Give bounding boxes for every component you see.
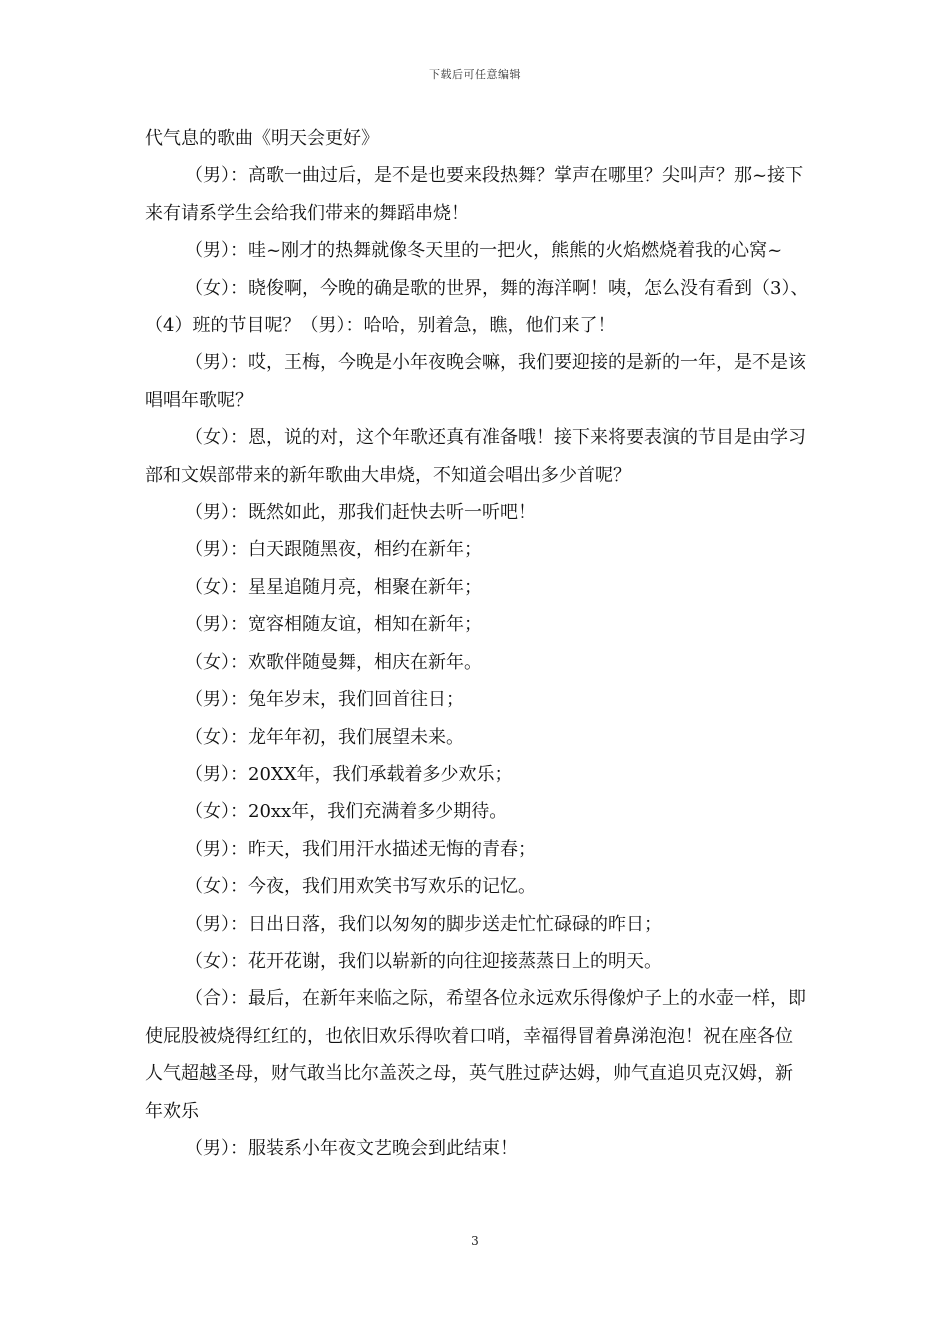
paragraph: （男）：既然如此，那我们赶快去听一听吧！ [185, 502, 536, 524]
paragraph: （男）：宽容相随友谊，相知在新年； [185, 614, 482, 636]
paragraph: （男）：高歌一曲过后，是不是也要来段热舞？掌声在哪里？尖叫声？那~接下来有请系学生会给我们带来的舞蹈串烧！ [145, 165, 804, 224]
paragraph: （男）：日出日落，我们以匆匆的脚步送走忙忙碌碌的昨日； [185, 913, 662, 935]
paragraph: （男）：昨天，我们用汗水描述无悔的青春； [185, 838, 536, 860]
paragraph: （女）：20xx年，我们充满着多少期待。 [185, 801, 508, 823]
page-header: 下载后可任意编辑 [429, 68, 521, 81]
paragraph: （男）：20XX年，我们承载着多少欢乐； [185, 763, 513, 785]
paragraph: （女）：龙年年初，我们展望未来。 [185, 726, 464, 748]
paragraph: （合）：最后，在新年来临之际，希望各位永远欢乐得像炉子上的水壶一样，即使屁股被烧得红红的，也依旧欢乐得吹着口哨，幸福得冒着鼻涕泡泡！祝在座各位人气超越圣母，财气敢当比尔盖茨之母，英气胜过萨达姆，帅气直追贝克汉姆，新年欢乐 [145, 988, 806, 1122]
paragraph: （女）：恩，说的对，这个年歌还真有准备哦！接下来将要表演的节目是由学习部和文娱部带来的新年歌曲大串烧，不知道会唱出多少首呢？ [145, 427, 806, 486]
paragraph: （男）：白天跟随黑夜，相约在新年； [185, 539, 482, 561]
paragraph: （女）：花开花谢，我们以崭新的向往迎接蒸蒸日上的明天。 [185, 950, 662, 972]
paragraph: （女）：晓俊啊，今晚的确是歌的世界，舞的海洋啊！咦，怎么没有看到（3）、（4）班的节目呢？（男）：哈哈，别着急，瞧，他们来了！ [145, 277, 809, 337]
paragraph: （女）：欢歌伴随曼舞，相庆在新年。 [185, 651, 482, 673]
document-body [145, 120, 810, 1167]
paragraph: 代气息的歌曲《明天会更好》 [145, 128, 379, 149]
paragraph: （女）：今夜，我们用欢笑书写欢乐的记忆。 [185, 876, 536, 898]
page-number: 3 [471, 1234, 479, 1248]
paragraph: （女）：星星追随月亮，相聚在新年； [185, 576, 482, 598]
paragraph: （男）：哇~刚才的热舞就像冬天里的一把火，熊熊的火焰燃烧着我的心窝~ [185, 240, 783, 262]
paragraph: （男）：兔年岁末，我们回首往日； [185, 689, 464, 711]
paragraph: （男）：服装系小年夜文艺晚会到此结束！ [185, 1137, 518, 1159]
paragraph: （男）：哎，王梅，今晚是小年夜晚会嘛，我们要迎接的是新的一年，是不是该唱唱年歌呢？ [145, 352, 806, 411]
